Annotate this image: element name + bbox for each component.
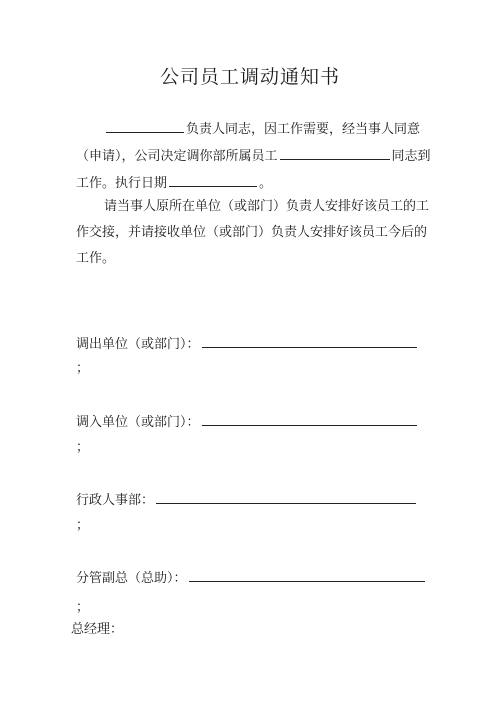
hr-row [76, 489, 418, 510]
hr-semicolon: ； [76, 518, 90, 533]
hr-blank[interactable] [156, 489, 416, 504]
para1-line3 [76, 172, 272, 193]
in-unit-blank[interactable] [202, 411, 417, 426]
para2-line2: 作交接，并请接收单位（或部门）负责人安排好该员工今后的 [76, 225, 428, 240]
out-unit-semicolon: ； [76, 361, 90, 376]
out-unit-blank[interactable] [202, 333, 417, 348]
page-title: 公司员工调动通知书 [159, 66, 340, 88]
gm-label: 总经理： [71, 622, 124, 637]
employee-blank[interactable] [280, 145, 390, 160]
gm-row [71, 621, 123, 639]
para1-line1 [104, 118, 420, 139]
vp-row [76, 567, 427, 588]
para1-line2-start: （申请），公司决定调你部所属员工 [76, 149, 278, 164]
hr-label: 行政人事部： [76, 493, 155, 508]
in-unit-label: 调入单位（或部门）： [76, 415, 200, 430]
vp-label: 分管副总（总助）： [76, 571, 187, 586]
para1-line2 [76, 145, 431, 166]
para1-line2-end: 同志到 [391, 149, 431, 164]
para2-line3: 工作。 [76, 251, 116, 266]
para1-line3-end: 。 [259, 176, 273, 191]
vp-semicolon: ； [76, 600, 90, 615]
vp-blank[interactable] [189, 567, 425, 582]
out-unit-row [76, 333, 419, 354]
date-blank[interactable] [169, 172, 257, 187]
para2-line1: 请当事人原所在单位（或部门）负责人安排好该员工的工 [104, 199, 430, 214]
name-blank[interactable] [106, 118, 184, 133]
para1-line1-text: 负责人同志，因工作需要，经当事人同意 [186, 122, 421, 137]
in-unit-semicolon: ； [76, 440, 90, 455]
para1-line3-start: 工作。执行日期 [76, 176, 168, 191]
out-unit-label: 调出单位（或部门）： [76, 337, 200, 352]
in-unit-row [76, 411, 419, 432]
